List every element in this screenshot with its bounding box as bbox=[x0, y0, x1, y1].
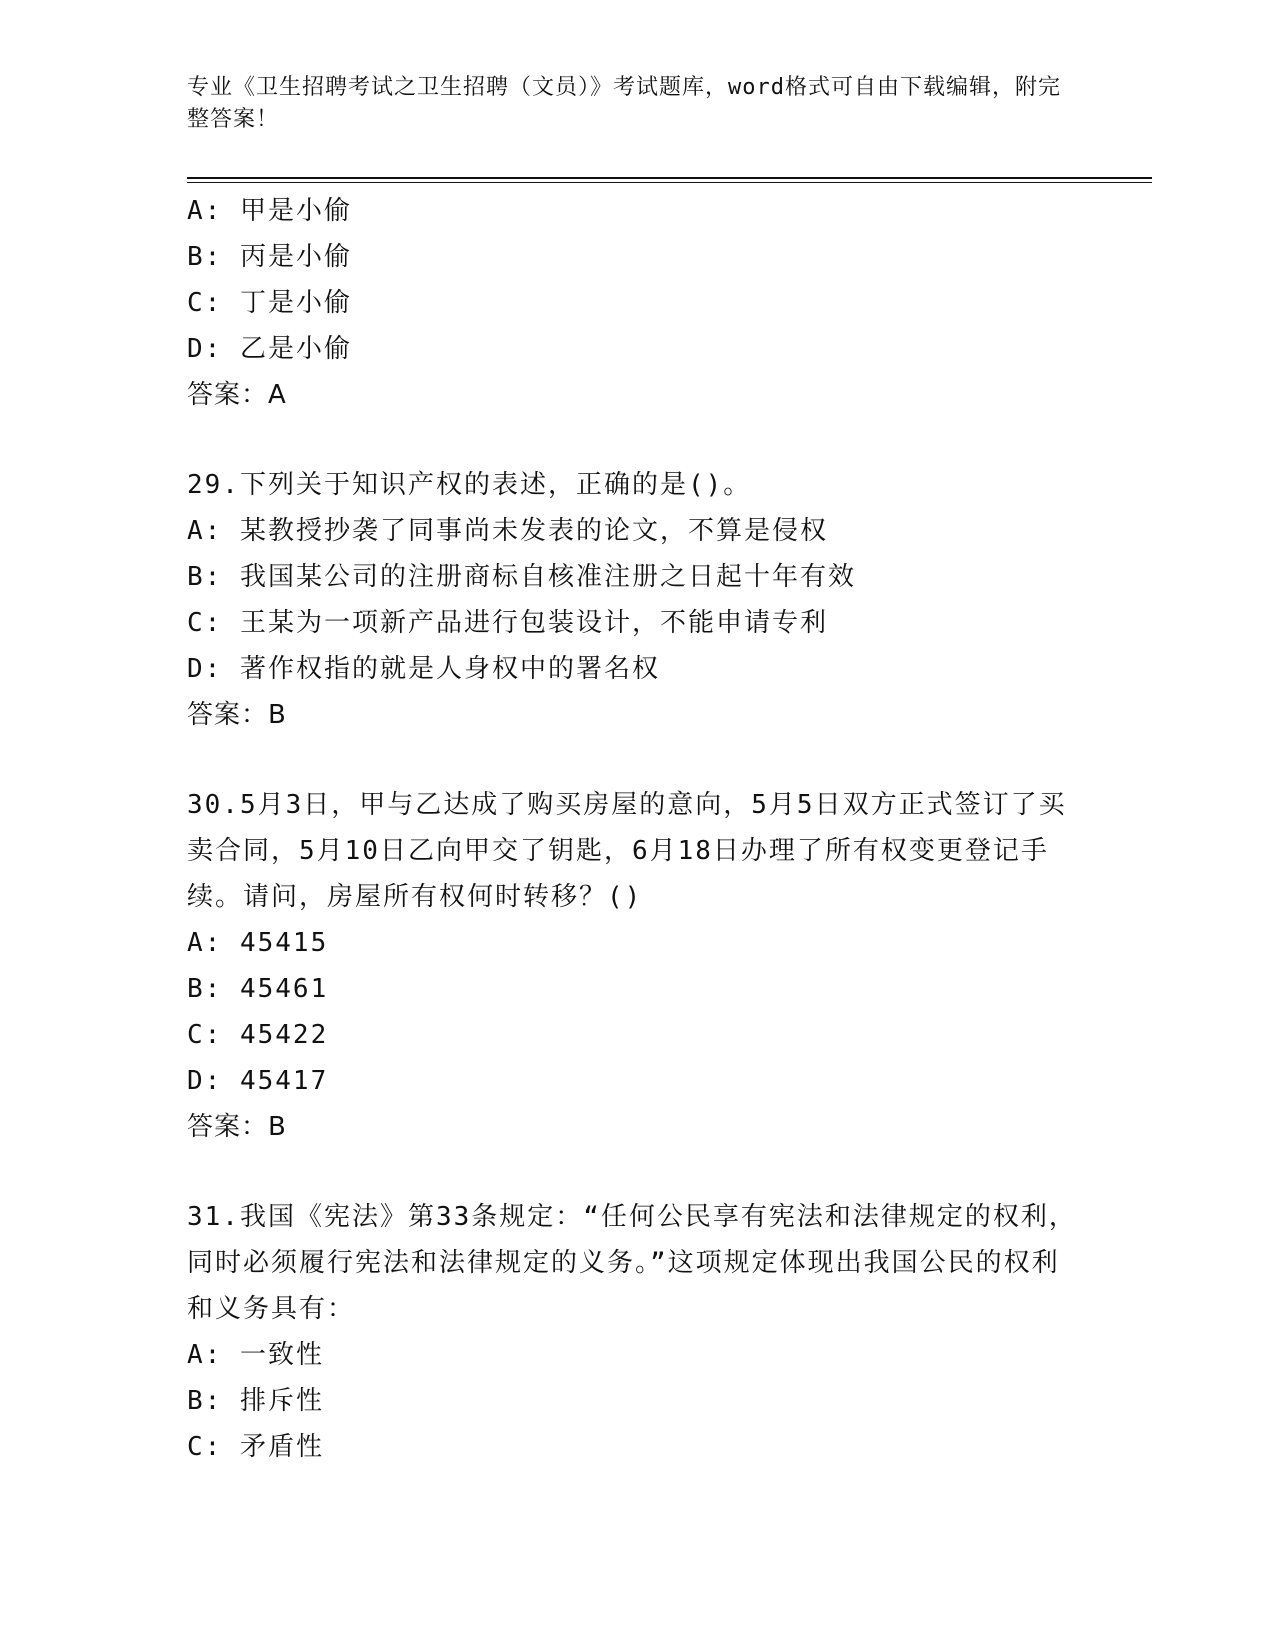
question-28-continued bbox=[187, 188, 1087, 418]
option-c: C: 丁是小偷 bbox=[187, 288, 352, 318]
question-stem: 30.5月3日，甲与乙达成了购买房屋的意向，5月5日双方正式签订了买卖合同，5月10日乙向甲交了钥匙，6月18日办理了所有权变更登记手续。请问，房屋所有权何时转移？() bbox=[187, 790, 1067, 912]
option-a: A: 45415 bbox=[187, 928, 329, 958]
option-d: D: 乙是小偷 bbox=[187, 334, 352, 364]
question-stem: 29.下列关于知识产权的表述，正确的是()。 bbox=[187, 470, 752, 500]
option-b: B: 我国某公司的注册商标自核准注册之日起十年有效 bbox=[187, 562, 856, 592]
question-stem: 31.我国《宪法》第33条规定：“任何公民享有宪法和法律规定的权利，同时必须履行宪法和法律规定的义务。”这项规定体现出我国公民的权利和义务具有： bbox=[187, 1202, 1077, 1324]
question-spacer bbox=[187, 738, 1087, 782]
answer: 答案：B bbox=[187, 700, 287, 730]
question-spacer bbox=[187, 1150, 1087, 1194]
answer: 答案：B bbox=[187, 1112, 287, 1142]
option-b: B: 丙是小偷 bbox=[187, 242, 352, 272]
question-spacer bbox=[187, 418, 1087, 462]
header-divider-thin bbox=[187, 182, 1152, 183]
option-c: C: 矛盾性 bbox=[187, 1432, 324, 1462]
option-a: A: 一致性 bbox=[187, 1340, 324, 1370]
option-b: B: 45461 bbox=[187, 974, 329, 1004]
header-divider-thick bbox=[187, 177, 1152, 179]
question-30 bbox=[187, 782, 1087, 1150]
option-c: C: 45422 bbox=[187, 1020, 329, 1050]
option-a: A: 某教授抄袭了同事尚未发表的论文，不算是侵权 bbox=[187, 516, 828, 546]
document-header: 专业《卫生招聘考试之卫生招聘（文员）》考试题库，word格式可自由下载编辑，附完整答案！ bbox=[187, 75, 1061, 132]
option-b: B: 排斥性 bbox=[187, 1386, 324, 1416]
question-29 bbox=[187, 462, 1087, 738]
option-c: C: 王某为一项新产品进行包装设计，不能申请专利 bbox=[187, 608, 828, 638]
question-content bbox=[187, 188, 1087, 1470]
option-a: A: 甲是小偷 bbox=[187, 196, 352, 226]
option-d: D: 45417 bbox=[187, 1066, 329, 1096]
question-31 bbox=[187, 1194, 1087, 1470]
answer: 答案：A bbox=[187, 380, 287, 410]
option-d: D: 著作权指的就是人身权中的署名权 bbox=[187, 654, 660, 684]
